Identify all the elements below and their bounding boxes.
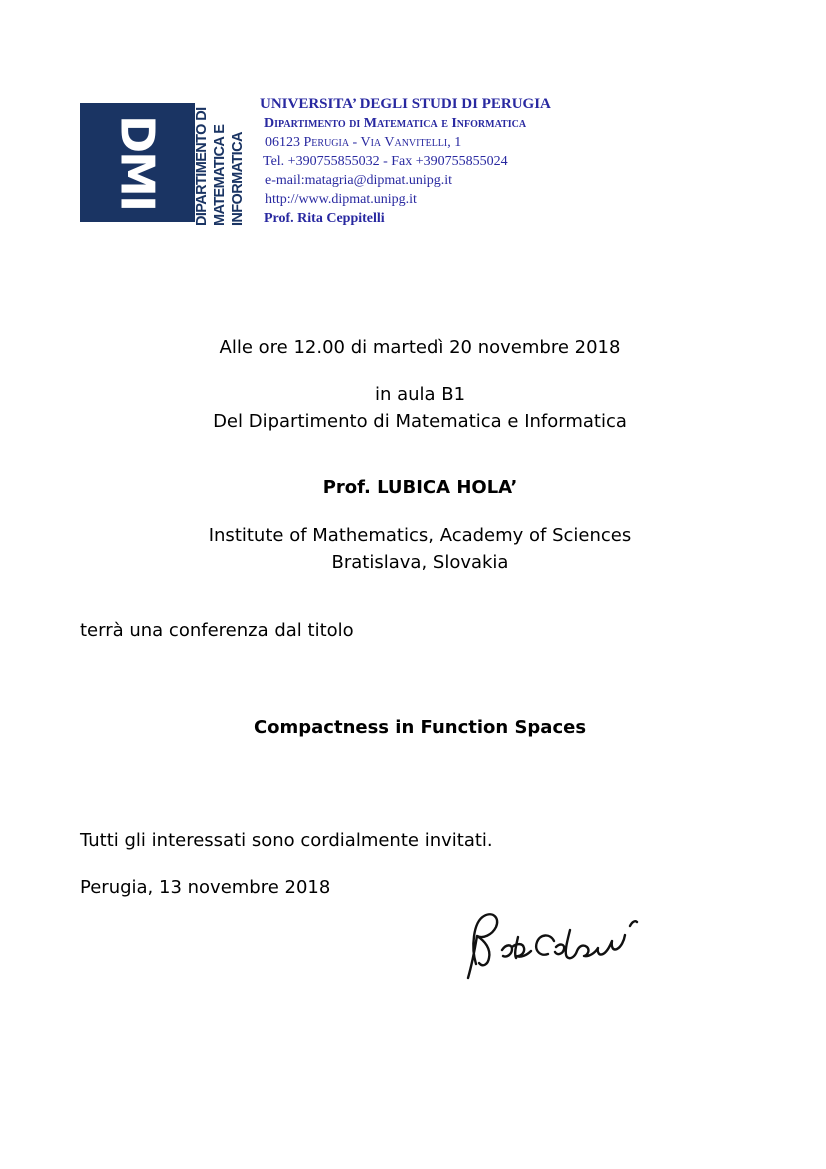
location-block xyxy=(80,381,760,435)
affiliation-block xyxy=(80,522,760,576)
logo-vertical-line-3: INFORMATICA xyxy=(230,132,246,226)
announcement-line: terrà una conferenza dal titolo xyxy=(80,620,354,641)
place-date-line: Perugia, 13 novembre 2018 xyxy=(80,877,331,898)
dmi-logo xyxy=(80,103,195,222)
address-line: 06123 Perugia - Via Vanvitelli, 1 xyxy=(265,135,462,150)
letterhead xyxy=(260,95,590,228)
email-line: e-mail:matagria@dipmat.unipg.it xyxy=(265,173,453,188)
website-line: http://www.dipmat.unipg.it xyxy=(265,192,417,207)
university-name: UNIVERSITA’ DEGLI STUDI DI PERUGIA xyxy=(260,96,551,112)
room-department-line: Del Dipartimento di Matematica e Informatica xyxy=(213,411,627,432)
logo-vertical-line-2: MATEMATICA E xyxy=(212,124,228,226)
phone-fax-line: Tel. +390755855032 - Fax +390755855024 xyxy=(263,154,508,169)
affiliation-line-2: Bratislava, Slovakia xyxy=(331,552,509,573)
datetime-line: Alle ore 12.00 di martedì 20 novembre 2018 xyxy=(219,337,621,358)
room-line: in aula B1 xyxy=(374,384,466,405)
speaker-name: Prof. LUBICA HOLA’ xyxy=(322,477,518,498)
logo-vertical-text xyxy=(193,94,249,226)
affiliation-line-1: Institute of Mathematics, Academy of Sciences xyxy=(208,525,632,546)
department-name: Dipartimento di Matematica e Informatica xyxy=(264,116,527,131)
invitation-line: Tutti gli interessati sono cordialmente invitati. xyxy=(80,830,493,851)
contact-person: Prof. Rita Ceppitelli xyxy=(264,211,385,226)
signature-scribble xyxy=(462,902,652,980)
logo-vertical-line-1: DIPARTIMENTO DI xyxy=(194,107,210,226)
talk-title: Compactness in Function Spaces xyxy=(253,717,587,738)
dmi-monogram-icon: DMI xyxy=(110,114,165,211)
